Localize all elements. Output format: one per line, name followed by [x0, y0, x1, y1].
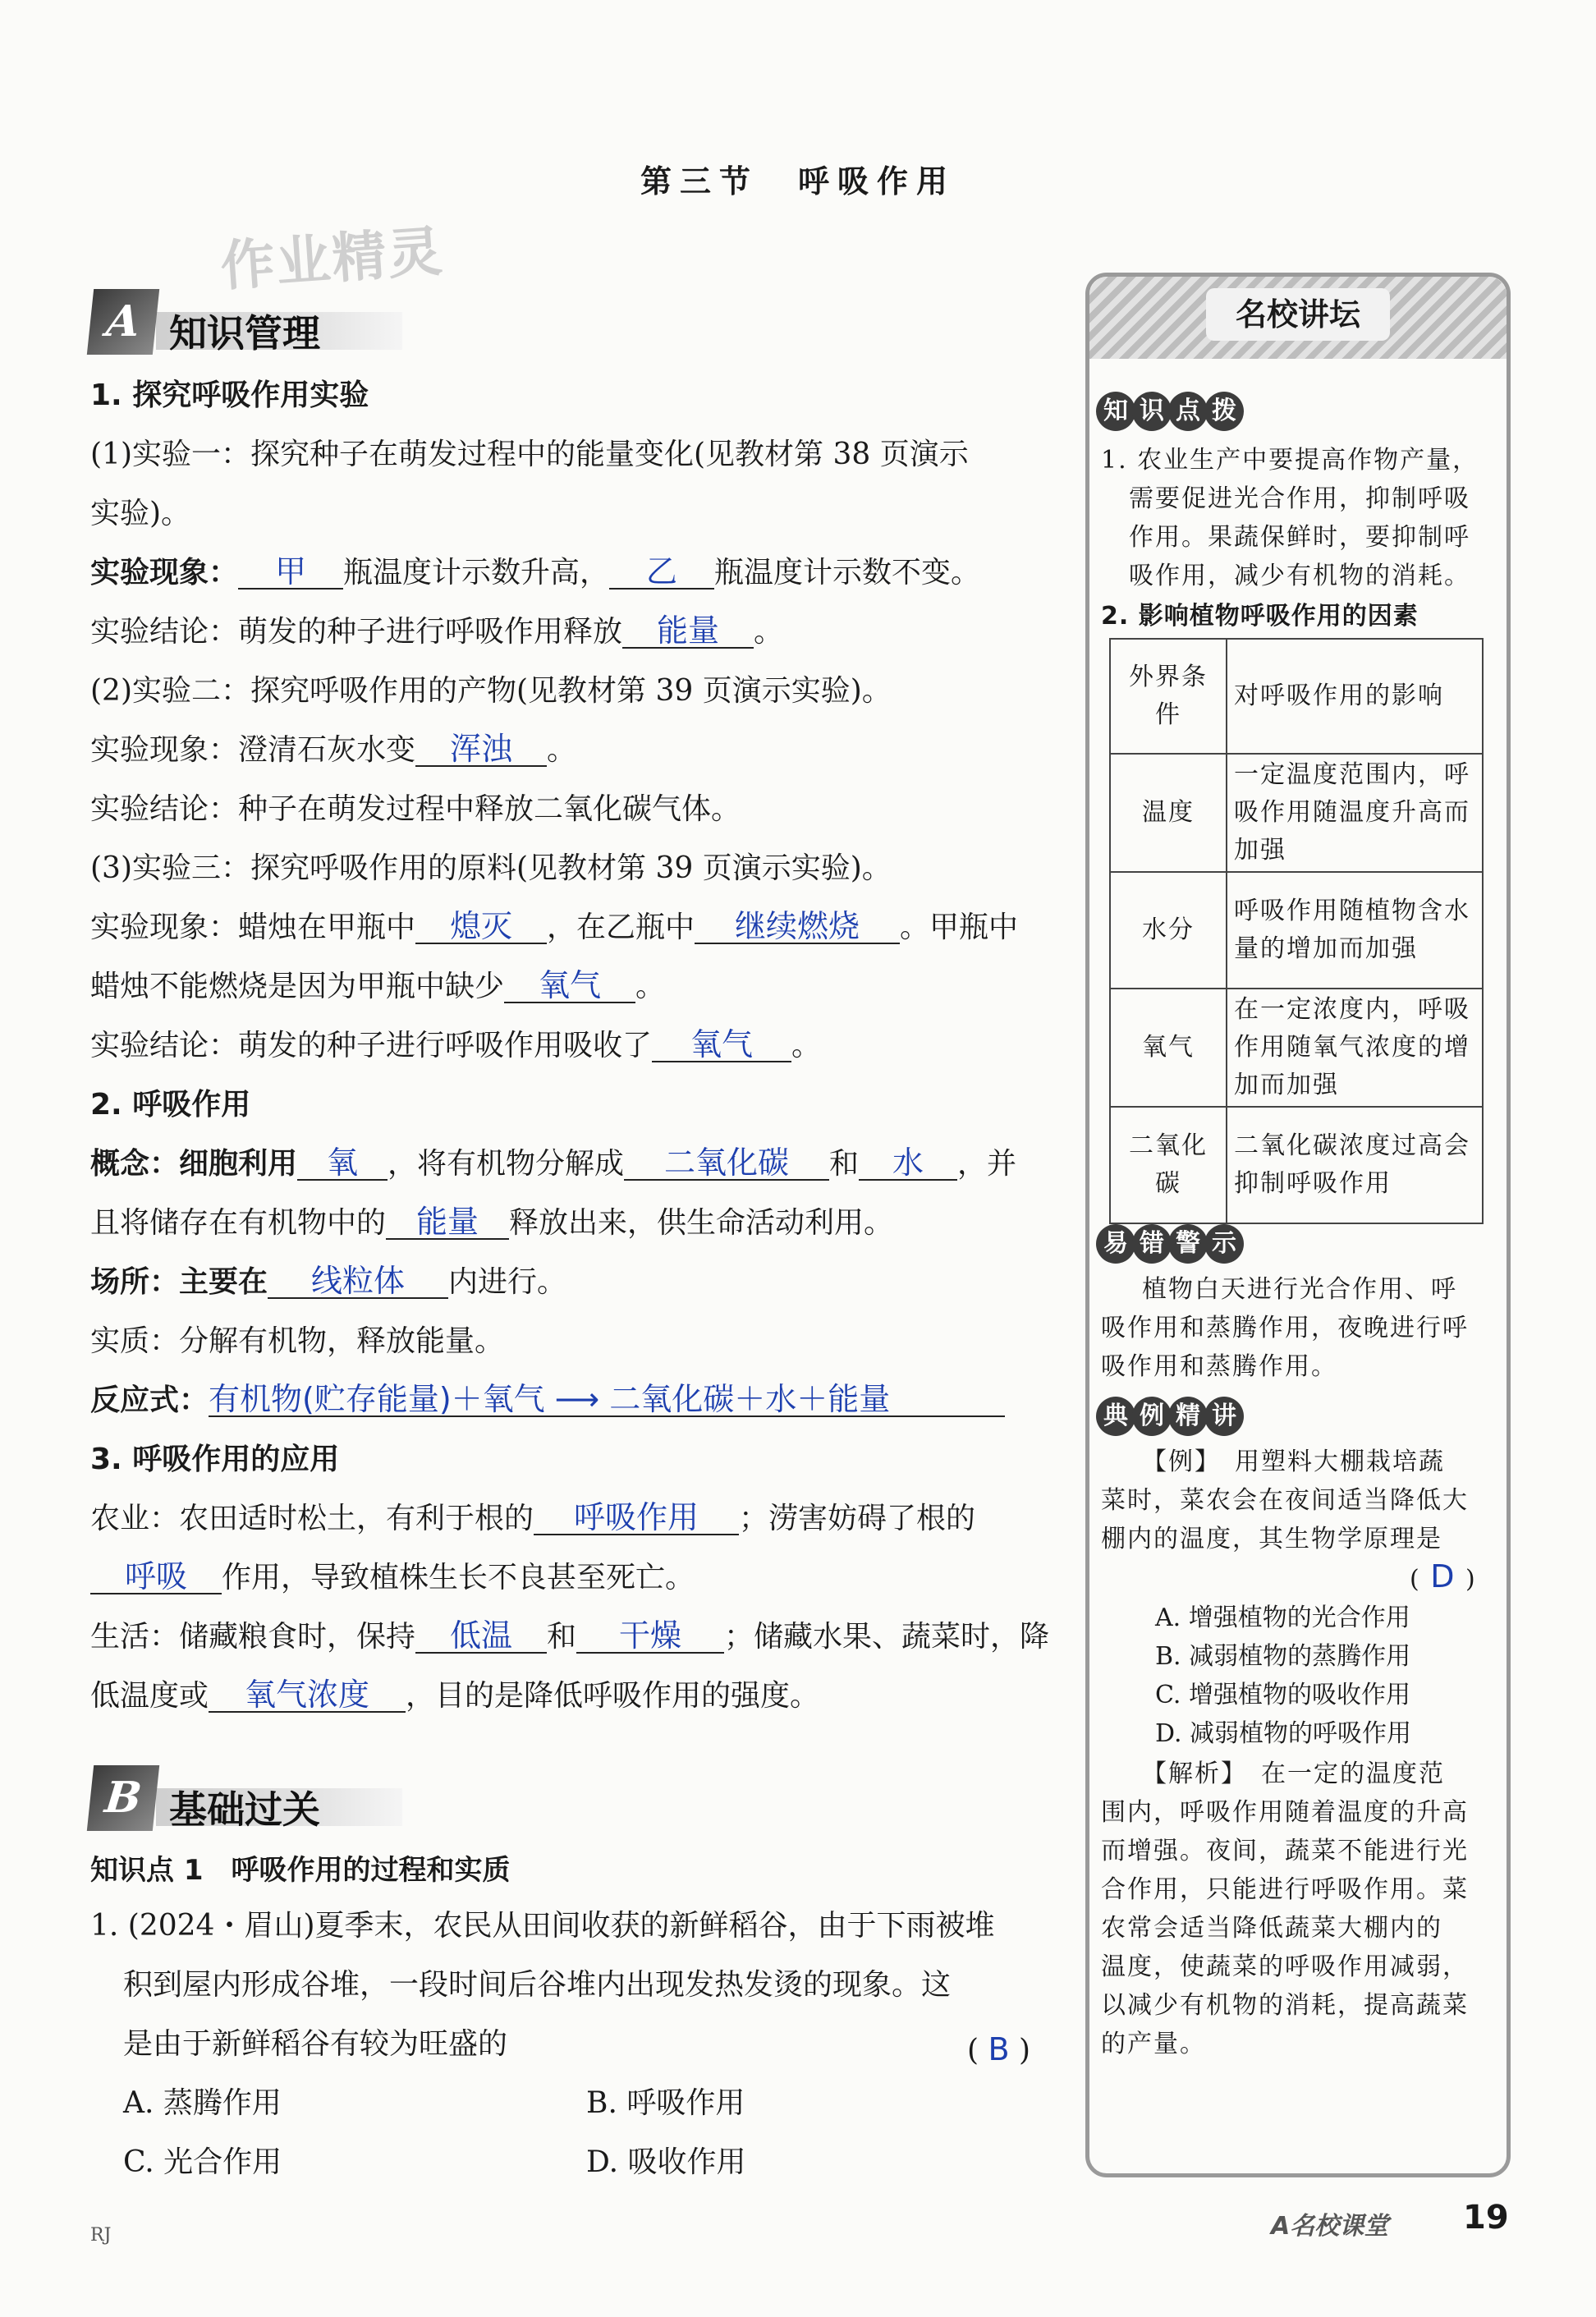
example-option: B. 减弱植物的蒸腾作用 [1155, 1642, 1411, 1671]
answer-blank: 氧 [297, 1146, 388, 1181]
table-row [1110, 639, 1483, 754]
table-cell: 一定温度范围内，呼吸作用随温度升高而加强 [1227, 754, 1483, 872]
sidebar-title: 名校讲坛 [1206, 288, 1390, 341]
sidebar-text: 需要促进光合作用，抑制呼吸 [1129, 484, 1470, 513]
question-text: 是由于新鲜稻谷有较为旺盛的 [123, 2027, 508, 2061]
analysis-text: 农常会适当降低蔬菜大棚内的 [1101, 1914, 1442, 1943]
sidebar-panel [1085, 273, 1511, 2177]
analysis-text: 围内，呼吸作用随着温度的升高 [1101, 1798, 1469, 1827]
answer-blank: 干燥 [576, 1619, 724, 1654]
text-line: 反应式：有机物(贮存能量)＋氧气 ⟶ 二氧化碳＋水＋能量 [90, 1381, 1005, 1420]
sidebar-text: 吸作用，减少有机物的消耗。 [1129, 562, 1470, 590]
answer-blank: 氧气浓度 [209, 1678, 406, 1713]
text-line: 实验结论：萌发的种子进行呼吸作用吸收了 氧气 。 [90, 1026, 822, 1062]
answer-blank: 能量 [386, 1205, 509, 1240]
answer-equation: 有机物(贮存能量)＋氧气 ⟶ 二氧化碳＋水＋能量 [209, 1383, 1005, 1417]
sidebar-example-text: 棚内的温度，其生物学原理是 [1101, 1525, 1442, 1553]
question-text: 1. (2024・眉山)夏季末，农民从田间收获的新鲜稻谷，由于下雨被堆 [90, 1909, 995, 1943]
answer-choice: B [988, 2031, 1010, 2067]
text-line: 实验结论：萌发的种子进行呼吸作用释放 能量 。 [90, 613, 784, 649]
page-title: 第三节 呼吸作用 [640, 163, 956, 200]
analysis-text: 【解析】 在一定的温度范 [1142, 1760, 1445, 1788]
text-line: 农业：农田适时松土，有利于根的 呼吸作用 ；涝害妨碍了根的 [90, 1499, 976, 1535]
sidebar-example-text: 【例】 用塑料大棚栽培蔬 [1142, 1448, 1445, 1476]
text-line: (1)实验一：探究种子在萌发过程中的能量变化(见教材第 38 页演示 [90, 438, 969, 471]
answer-blank: 线粒体 [268, 1264, 448, 1299]
answer-blank: 熄灭 [415, 910, 547, 944]
option-a: A. 蒸腾作用 [123, 2086, 282, 2120]
example-option: C. 增强植物的吸收作用 [1155, 1681, 1410, 1709]
answer-blank: 呼吸作用 [534, 1501, 739, 1535]
heading-3: 3. 呼吸作用的应用 [90, 1443, 340, 1476]
example-answer: D [1430, 1558, 1456, 1594]
option-c: C. 光合作用 [123, 2145, 282, 2179]
question-text: 积到屋内形成谷堆，一段时间后谷堆内出现发热发烫的现象。这 [123, 1968, 952, 2002]
sidebar-header [1089, 277, 1507, 359]
answer-blank: 能量 [622, 614, 754, 649]
section-b-header [90, 1765, 402, 1831]
sidebar-example-text: 菜时，菜农会在夜间适当降低大 [1101, 1486, 1469, 1515]
table-row [1110, 1107, 1483, 1223]
tag-knowledge-tips: 知 识 点 拨 [1096, 392, 1241, 434]
answer-blank: 呼吸 [90, 1560, 222, 1594]
analysis-text: 温度，使蔬菜的呼吸作用减弱， [1101, 1952, 1469, 1981]
table-header-cell: 对呼吸作用的影响 [1227, 639, 1483, 754]
answer-blank: 浑浊 [415, 732, 547, 767]
knowledge-point-heading: 知识点 1 呼吸作用的过程和实质 [90, 1854, 511, 1887]
table-cell: 温度 [1110, 754, 1227, 872]
table-cell: 在一定浓度内，呼吸作用随氧气浓度的增加而加强 [1227, 989, 1483, 1107]
text-line: 生活：储藏粮食时，保持 低温 和 干燥 ；储藏水果、蔬菜时，降 [90, 1617, 1050, 1654]
table-cell: 呼吸作用随植物含水量的增加而加强 [1227, 872, 1483, 989]
table-cell: 水分 [1110, 872, 1227, 989]
section-b-badge: B [87, 1765, 159, 1831]
sidebar-text: 1. 农业生产中要提高作物产量， [1101, 446, 1479, 475]
sidebar-text: 吸作用和蒸腾作用，夜晚进行呼 [1101, 1314, 1469, 1342]
factors-table [1109, 638, 1484, 1224]
sidebar-text: 作用。果蔬保鲜时，要抑制呼 [1129, 523, 1470, 552]
tag-error-warning: 易 错 警 示 [1096, 1224, 1241, 1267]
section-a-badge: A [87, 289, 159, 355]
sidebar-subheading: 2. 影响植物呼吸作用的因素 [1101, 602, 1419, 631]
analysis-text: 以减少有机物的消耗，提高蔬菜 [1101, 1991, 1469, 2020]
page-number: 19 [1463, 2199, 1509, 2237]
text-line: 低温度或 氧气浓度 ，目的是降低呼吸作用的强度。 [90, 1677, 820, 1713]
section-b-title: 基础过关 [169, 1787, 320, 1832]
example-option: D. 减弱植物的呼吸作用 [1155, 1719, 1412, 1748]
table-cell: 氧气 [1110, 989, 1227, 1107]
heading-2: 2. 呼吸作用 [90, 1088, 251, 1122]
example-option: A. 增强植物的光合作用 [1155, 1604, 1410, 1632]
option-b: B. 呼吸作用 [586, 2086, 745, 2120]
text-line: (2)实验二：探究呼吸作用的产物(见教材第 39 页演示实验)。 [90, 674, 892, 708]
table-cell: 二氧化碳浓度过高会抑制呼吸作用 [1227, 1107, 1483, 1223]
analysis-text: 的产量。 [1101, 2030, 1206, 2058]
watermark: 作业精灵 [218, 219, 446, 299]
heading-1: 1. 探究呼吸作用实验 [90, 379, 369, 412]
table-cell: 二氧化碳 [1110, 1107, 1227, 1223]
answer-paren: ( B ) [967, 2031, 1031, 2067]
publisher-logo: A名校课堂 [1271, 2212, 1389, 2241]
answer-blank: 水 [859, 1146, 957, 1181]
table-row [1110, 872, 1483, 989]
table-row [1110, 754, 1483, 872]
option-d: D. 吸收作用 [586, 2145, 746, 2179]
answer-blank: 继续燃烧 [695, 910, 900, 944]
text-line: 场所：主要在 线粒体 内进行。 [90, 1263, 567, 1299]
analysis-text: 合作用，只能进行呼吸作用。菜 [1101, 1875, 1469, 1904]
analysis-text: 而增强。夜间，蔬菜不能进行光 [1101, 1837, 1469, 1865]
text-line: 实验)。 [90, 497, 191, 530]
answer-blank: 低温 [415, 1619, 547, 1654]
text-line: 呼吸 作用，导致植株生长不良甚至死亡。 [90, 1558, 695, 1598]
text-line: 且将储存在有机物中的 能量 释放出来，供生命活动利用。 [90, 1204, 894, 1240]
text-line: 实验现象：蜡烛在甲瓶中 熄灭 ，在乙瓶中 继续燃烧 。甲瓶中 [90, 908, 1019, 944]
section-a-header [90, 289, 402, 355]
sidebar-text: 植物白天进行光合作用、呼 [1142, 1275, 1457, 1304]
answer-blank: 氧气 [652, 1028, 791, 1062]
text-line: 实验结论：种子在萌发过程中释放二氧化碳气体。 [90, 792, 741, 826]
tag-typical-example: 典 例 精 讲 [1096, 1397, 1241, 1439]
footer-code: RJ [90, 2225, 112, 2246]
answer-blank: 乙 [609, 555, 714, 590]
text-line: (3)实验三：探究呼吸作用的原料(见教材第 39 页演示实验)。 [90, 851, 892, 885]
answer-blank: 二氧化碳 [624, 1146, 829, 1181]
text-line: 实验现象： 甲 瓶温度计示数升高， 乙 瓶温度计示数不变。 [90, 553, 981, 590]
text-line: 蜡烛不能燃烧是因为甲瓶中缺少 氧气 。 [90, 967, 666, 1003]
answer-blank: 甲 [238, 555, 343, 590]
sidebar-text: 吸作用和蒸腾作用。 [1101, 1352, 1337, 1381]
text-line: 实质：分解有机物，释放能量。 [90, 1324, 505, 1358]
section-a-title: 知识管理 [169, 311, 320, 356]
table-row [1110, 989, 1483, 1107]
text-line: 概念：细胞利用 氧 ，将有机物分解成 二氧化碳 和 水 ，并 [90, 1145, 1017, 1181]
table-header-cell: 外界条件 [1110, 639, 1227, 754]
text-line: 实验现象：澄清石灰水变 浑浊 。 [90, 731, 577, 767]
answer-blank: 氧气 [504, 969, 635, 1003]
example-answer-paren: ( D ) [1410, 1558, 1477, 1594]
